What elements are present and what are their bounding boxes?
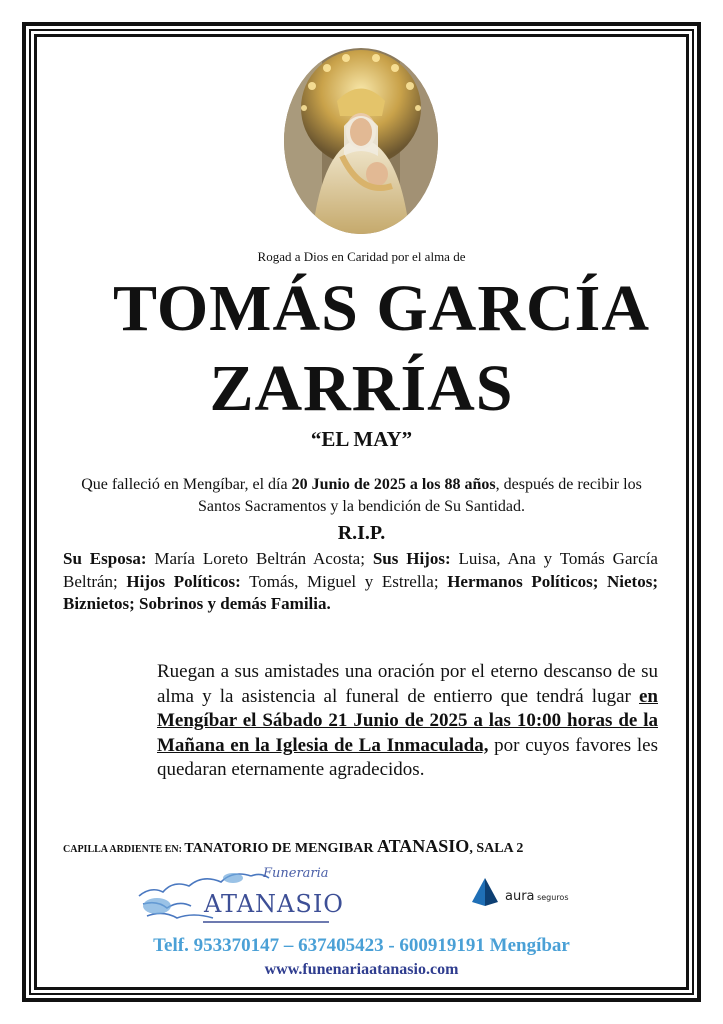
inlaws-label: Hijos Políticos: bbox=[126, 571, 241, 591]
chapel-label: CAPILLA ARDIENTE EN: bbox=[63, 844, 185, 855]
death-notice bbox=[60, 474, 663, 518]
inlaws-names: Tomás, Miguel y Estrella; bbox=[240, 571, 448, 591]
wife-name: María Loreto Beltrán Acosta; bbox=[146, 549, 373, 568]
atanasio-logo-text: ATANASIO bbox=[204, 890, 344, 918]
aura-seguros-logo bbox=[505, 889, 569, 904]
family-list bbox=[63, 548, 658, 616]
funeral-invitation bbox=[157, 660, 658, 783]
death-pre: Que falleció en Mengíbar, el día bbox=[81, 476, 292, 493]
wife-label: Su Esposa: bbox=[63, 549, 147, 568]
nickname: “EL MAY” bbox=[310, 427, 413, 451]
funeral-post: por cuyos favores les quedaran eternamente agradecidos. bbox=[157, 734, 658, 780]
deceased-name-line-1: TOMÁS GARCÍA bbox=[112, 272, 650, 345]
aura-text: aura bbox=[505, 889, 535, 904]
children-names: Luisa, Ana y Tomás García Beltrán; bbox=[63, 549, 658, 591]
invocation-text: Rogad a Dios en Caridad por el alma de bbox=[257, 249, 466, 264]
seguros-text: seguros bbox=[534, 893, 569, 902]
children-label: Sus Hijos: bbox=[372, 549, 451, 568]
death-date-age: 20 Junio de 2025 a los 88 años bbox=[291, 476, 496, 493]
chapel-brand: ATANASIO bbox=[376, 836, 470, 856]
funeral-details: en Mengíbar el Sábado 21 Junio de 2025 a las 10:00 horas de la Mañana en la Iglesia de La Inmaculada, bbox=[157, 685, 658, 756]
virgin-portrait-image bbox=[282, 46, 440, 236]
website-link[interactable]: www.funenariaatanasio.com bbox=[264, 961, 459, 978]
phone-numbers: Telf. 953370147 – 637405423 - 600919191 Mengíbar bbox=[153, 935, 570, 956]
chapel-place: TANATORIO DE MENGIBAR bbox=[184, 841, 377, 856]
chapel-room: , SALA 2 bbox=[469, 841, 524, 856]
deceased-name-line-2: ZARRÍAS bbox=[209, 352, 514, 425]
funeraria-text: Funeraria bbox=[263, 866, 329, 881]
aura-pyramid-icon bbox=[470, 876, 500, 908]
rip-heading: R.I.P. bbox=[337, 522, 386, 544]
chapel-info bbox=[63, 836, 663, 857]
death-post: , después de recibir los Santos Sacramentos y la bendición de Su Santidad. bbox=[197, 476, 642, 515]
other-relatives: Hermanos Políticos; Nietos; Biznietos; Sobrinos y demás Familia. bbox=[63, 571, 658, 613]
funeral-pre: Ruegan a sus amistades una oración por el eterno descanso de su alma y la asistencia al funeral de entierro que tendrá lugar bbox=[157, 661, 658, 707]
